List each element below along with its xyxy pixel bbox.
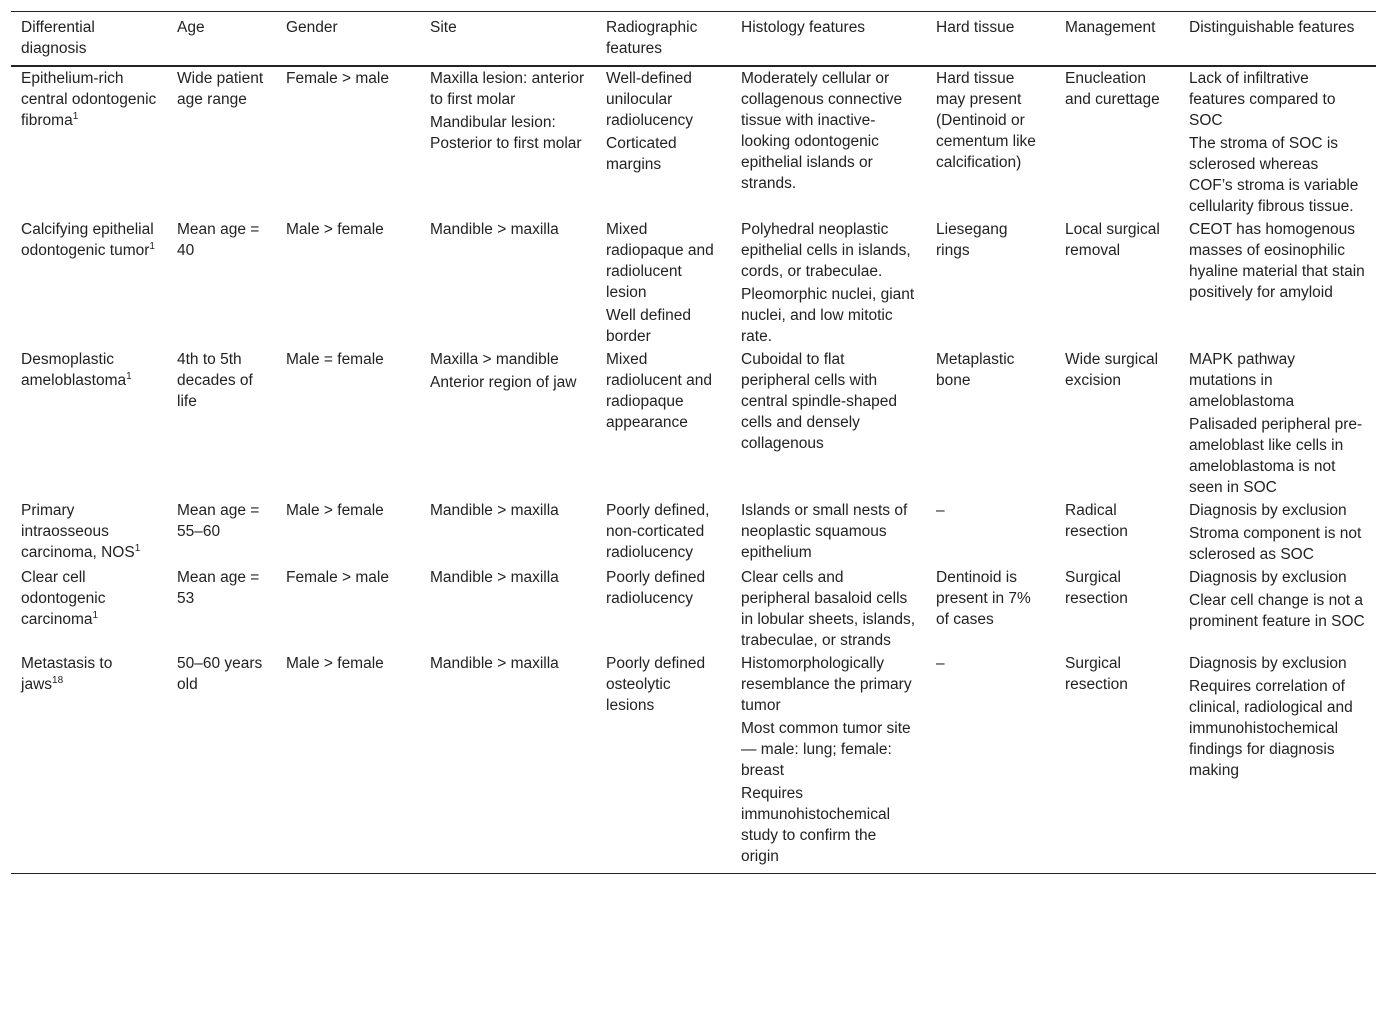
- cell-paragraph: Poorly defined osteolytic lesions: [606, 655, 706, 714]
- hard-tissue-cell: [926, 218, 1055, 348]
- cell-paragraph: Male > female: [286, 221, 384, 238]
- gender-cell: [276, 499, 420, 566]
- cell-paragraph: Diagnosis by exclusion: [1189, 502, 1347, 519]
- cell-paragraph: Wide patient age range: [177, 70, 264, 108]
- cell-paragraph: Requires immunohistochemical study to confirm the origin: [741, 785, 891, 865]
- cell-paragraph: –: [936, 655, 945, 672]
- histology-features-cell: [731, 66, 926, 218]
- site-cell: [420, 566, 596, 652]
- cell-paragraph: Hard tissue may present (Dentinoid or cementum like calcification): [936, 70, 1036, 171]
- header-distinguishable-features: Distinguishable features: [1189, 19, 1355, 36]
- table-row: [11, 218, 1376, 348]
- cell-paragraph: Surgical resection: [1065, 569, 1128, 607]
- cell-paragraph: Mixed radiolucent and radiopaque appearance: [606, 351, 712, 431]
- cell-paragraph: Islands or small nests of neoplastic squamous epithelium: [741, 502, 908, 561]
- diagnosis-cell: [11, 499, 167, 566]
- age-cell: [167, 348, 276, 499]
- diagnosis-name: Desmoplastic ameloblastoma: [21, 351, 127, 389]
- age-cell: [167, 566, 276, 652]
- diagnosis-name: Calcifying epithelial odontogenic tumor: [21, 221, 154, 259]
- cell-paragraph: Mixed radiopaque and radiolucent lesion: [606, 221, 714, 301]
- histology-features-cell: [731, 348, 926, 499]
- cell-paragraph: Metaplastic bone: [936, 351, 1015, 389]
- management-cell: [1055, 566, 1179, 652]
- cell-paragraph: Cuboidal to flat peripheral cells with central spindle-shaped cells and densely collagenous: [741, 351, 897, 452]
- cell-paragraph: Most common tumor site — male: lung; female: breast: [741, 720, 911, 779]
- management-cell: [1055, 499, 1179, 566]
- diagnosis-name: Metastasis to jaws: [21, 655, 113, 693]
- histology-features-cell: [731, 218, 926, 348]
- management-cell: [1055, 218, 1179, 348]
- gender-cell: [276, 218, 420, 348]
- cell-paragraph: Polyhedral neoplastic epithelial cells in islands, cords, or trabeculae.: [741, 221, 911, 280]
- header-gender: Gender: [286, 19, 338, 36]
- cell-paragraph: Requires correlation of clinical, radiological and immunohistochemical findings for diagnosis making: [1189, 678, 1353, 779]
- table-row: [11, 66, 1376, 218]
- cell-paragraph: Maxilla > mandible: [430, 351, 559, 368]
- cell-paragraph: Mandible > maxilla: [430, 569, 559, 586]
- histology-features-cell: [731, 566, 926, 652]
- cell-paragraph: Male > female: [286, 502, 384, 519]
- reference-superscript: 1: [92, 610, 99, 621]
- table-header: [11, 12, 1376, 67]
- reference-superscript: 18: [52, 675, 64, 686]
- radiographic-features-cell: [596, 218, 731, 348]
- header-differential-diagnosis: Differential diagnosis: [21, 19, 95, 57]
- radiographic-features-cell: [596, 499, 731, 566]
- radiographic-features-cell: [596, 348, 731, 499]
- cell-paragraph: Diagnosis by exclusion: [1189, 655, 1347, 672]
- management-cell: [1055, 66, 1179, 218]
- cell-paragraph: Moderately cellular or collagenous connective tissue with inactive-looking odontogenic epithelial islands or strands.: [741, 70, 903, 192]
- diagnosis-cell: [11, 218, 167, 348]
- site-cell: [420, 218, 596, 348]
- header-hard-tissue: Hard tissue: [936, 19, 1015, 36]
- header-site: Site: [430, 19, 457, 36]
- cell-paragraph: Stroma component is not sclerosed as SOC: [1189, 525, 1362, 563]
- table-row: [11, 566, 1376, 652]
- gender-cell: [276, 66, 420, 218]
- differential-diagnosis-table-container: [11, 11, 1376, 874]
- site-cell: [420, 499, 596, 566]
- cell-paragraph: Lack of infiltrative features compared to SOC: [1189, 70, 1336, 129]
- cell-paragraph: Local surgical removal: [1065, 221, 1160, 259]
- distinguishable-features-cell: [1179, 652, 1376, 874]
- cell-paragraph: 4th to 5th decades of life: [177, 351, 253, 410]
- diagnosis-cell: [11, 348, 167, 499]
- management-cell: [1055, 348, 1179, 499]
- hard-tissue-cell: [926, 66, 1055, 218]
- cell-paragraph: Histomorphologically resemblance the primary tumor: [741, 655, 912, 714]
- cell-paragraph: Enucleation and curettage: [1065, 70, 1160, 108]
- histology-features-cell: [731, 499, 926, 566]
- cell-paragraph: Corticated margins: [606, 135, 677, 173]
- age-cell: [167, 652, 276, 874]
- cell-paragraph: CEOT has homogenous masses of eosinophilic hyaline material that stain positively for amyloid: [1189, 221, 1365, 301]
- table-row: [11, 348, 1376, 499]
- cell-paragraph: Liesegang rings: [936, 221, 1008, 259]
- header-age: Age: [177, 19, 205, 36]
- radiographic-features-cell: [596, 566, 731, 652]
- header-histology-features: Histology features: [741, 19, 866, 36]
- cell-paragraph: Female > male: [286, 70, 389, 87]
- cell-paragraph: Male > female: [286, 655, 384, 672]
- cell-paragraph: Mandibular lesion: Posterior to first molar: [430, 114, 582, 152]
- distinguishable-features-cell: [1179, 66, 1376, 218]
- distinguishable-features-cell: [1179, 348, 1376, 499]
- gender-cell: [276, 348, 420, 499]
- site-cell: [420, 652, 596, 874]
- cell-paragraph: Mandible > maxilla: [430, 502, 559, 519]
- distinguishable-features-cell: [1179, 499, 1376, 566]
- table-row: [11, 499, 1376, 566]
- diagnosis-cell: [11, 652, 167, 874]
- diagnosis-cell: [11, 66, 167, 218]
- cell-paragraph: Mean age = 40: [177, 221, 260, 259]
- cell-paragraph: Diagnosis by exclusion: [1189, 569, 1347, 586]
- cell-paragraph: Clear cells and peripheral basaloid cells in lobular sheets, islands, trabeculae, or strands: [741, 569, 916, 649]
- cell-paragraph: Clear cell change is not a prominent feature in SOC: [1189, 592, 1365, 630]
- hard-tissue-cell: [926, 652, 1055, 874]
- cell-paragraph: Well-defined unilocular radiolucency: [606, 70, 694, 129]
- reference-superscript: 1: [134, 543, 141, 554]
- reference-superscript: 1: [72, 111, 79, 122]
- cell-paragraph: Mandible > maxilla: [430, 221, 559, 238]
- radiographic-features-cell: [596, 652, 731, 874]
- cell-paragraph: MAPK pathway mutations in ameloblastoma: [1189, 351, 1295, 410]
- age-cell: [167, 66, 276, 218]
- cell-paragraph: –: [936, 502, 945, 519]
- hard-tissue-cell: [926, 499, 1055, 566]
- diagnosis-name: Primary intraosseous carcinoma, NOS: [21, 502, 135, 561]
- site-cell: [420, 348, 596, 499]
- cell-paragraph: 50–60 years old: [177, 655, 263, 693]
- radiographic-features-cell: [596, 66, 731, 218]
- cell-paragraph: Well defined border: [606, 307, 692, 345]
- header-row: [11, 12, 1376, 67]
- header-radiographic-features: Radiographic features: [606, 19, 698, 57]
- diagnosis-name: Epithelium-rich central odontogenic fibroma: [21, 70, 157, 129]
- site-cell: [420, 66, 596, 218]
- cell-paragraph: Dentinoid is present in 7% of cases: [936, 569, 1031, 628]
- cell-paragraph: Anterior region of jaw: [430, 374, 577, 391]
- distinguishable-features-cell: [1179, 218, 1376, 348]
- table-body: [11, 66, 1376, 874]
- cell-paragraph: Surgical resection: [1065, 655, 1128, 693]
- reference-superscript: 1: [149, 241, 155, 252]
- cell-paragraph: Poorly defined, non-corticated radiolucency: [606, 502, 710, 561]
- diagnosis-cell: [11, 566, 167, 652]
- cell-paragraph: Male = female: [286, 351, 384, 368]
- cell-paragraph: Mandible > maxilla: [430, 655, 559, 672]
- diagnosis-name: Clear cell odontogenic carcinoma: [21, 569, 106, 628]
- table-row: [11, 652, 1376, 874]
- hard-tissue-cell: [926, 566, 1055, 652]
- cell-paragraph: Poorly defined radiolucency: [606, 569, 706, 607]
- histology-features-cell: [731, 652, 926, 874]
- header-management: Management: [1065, 19, 1156, 36]
- cell-paragraph: Palisaded peripheral pre-ameloblast like cells in ameloblastoma is not seen in SOC: [1189, 416, 1363, 496]
- cell-paragraph: Pleomorphic nuclei, giant nuclei, and low mitotic rate.: [741, 286, 915, 345]
- management-cell: [1055, 652, 1179, 874]
- gender-cell: [276, 652, 420, 874]
- age-cell: [167, 218, 276, 348]
- hard-tissue-cell: [926, 348, 1055, 499]
- cell-paragraph: The stroma of SOC is sclerosed whereas COF’s stroma is variable cellularity fibrous tissue.: [1189, 135, 1359, 215]
- cell-paragraph: Mean age = 55–60: [177, 502, 260, 540]
- cell-paragraph: Mean age = 53: [177, 569, 260, 607]
- distinguishable-features-cell: [1179, 566, 1376, 652]
- age-cell: [167, 499, 276, 566]
- cell-paragraph: Wide surgical excision: [1065, 351, 1159, 389]
- reference-superscript: 1: [126, 371, 132, 382]
- cell-paragraph: Maxilla lesion: anterior to first molar: [430, 70, 585, 108]
- cell-paragraph: Female > male: [286, 569, 389, 586]
- gender-cell: [276, 566, 420, 652]
- differential-diagnosis-table: [11, 11, 1376, 874]
- cell-paragraph: Radical resection: [1065, 502, 1128, 540]
